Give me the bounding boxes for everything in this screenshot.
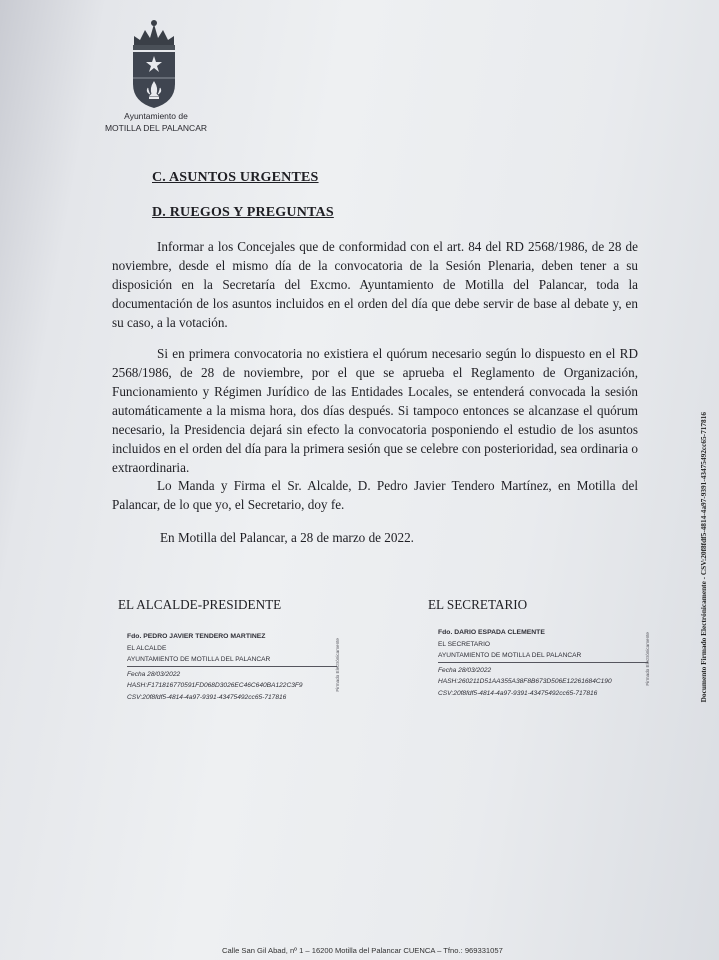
secretary-sign-date: Fecha 28/03/2022 [438,666,492,674]
secretary-signature-block [438,627,648,699]
section-c-title: C. ASUNTOS URGENTES [152,170,319,185]
mayor-signer-role: EL ALCALDE [127,644,167,652]
secretary-signer-org: AYUNTAMIENTO DE MOTILLA DEL PALANCAR [438,650,648,663]
secretary-sign-csv: CSV:20f8fdf5-4814-4a97-9391-43475492cc65-717816 [438,689,598,697]
mayor-sign-hash: HASH:F171816770591FD068D3026EC46C640BA122C3F9 [127,682,303,689]
page-footer-address: Calle San Gil Abad, nº 1 – 16200 Motilla del Palancar CUENCA – Tfno.: 969331057 [222,946,503,955]
council-line1: Ayuntamiento de [124,111,188,121]
paragraph-manda-firma: Lo Manda y Firma el Sr. Alcalde, D. Pedro Javier Tendero Martínez, en Motilla del Palancar, de lo que yo, el Secretario, doy fe. [112,478,638,512]
council-name [96,110,216,134]
paragraph-informar: Informar a los Concejales que de conformidad con el art. 84 del RD 2568/1986, de 28 de noviembre, desde el mismo día de la convocatoria de la Sesión Plenaria, deben tener a su disposición en la Secretaría del Excmo. Ayuntamiento de Motilla del Palancar, toda la documentación de los asuntos incluidos en el orden del día que debe servir de base al debate y, en su caso, a la votación. [112,239,638,330]
coat-of-arms-logo [128,18,180,110]
electronic-signature-side-code: Documento Firmado Electrónicamente - CSV:20f8fdf5-4814-4a97-9391-43475492cc65-717816 [699,412,708,703]
council-line2: MOTILLA DEL PALANCAR [104,123,208,133]
mayor-electronic-mark: Firmado Electrónicamente [335,638,340,692]
mayor-sign-csv: CSV:20f8fdf5-4814-4a97-9391-43475492cc65-717816 [127,693,287,701]
section-d-title: D. RUEGOS Y PREGUNTAS [152,205,334,220]
dateline: En Motilla del Palancar, a 28 de marzo de 2022. [160,530,414,545]
mayor-signer-name: Fdo. PEDRO JAVIER TENDERO MARTINEZ [127,633,266,640]
secretary-signer-role: EL SECRETARIO [438,640,491,648]
secretary-electronic-mark: Firmado Electrónicamente [645,632,650,686]
mayor-sign-date: Fecha 28/03/2022 [127,670,181,678]
mayor-signer-org: AYUNTAMIENTO DE MOTILLA DEL PALANCAR [127,654,337,667]
mayor-signature-title: EL ALCALDE-PRESIDENTE [118,597,282,612]
secretary-sign-hash: HASH:260211D51AA355A38F8B673D506E12261684C190 [438,678,612,685]
paragraph-quorum: Si en primera convocatoria no existiera el quórum necesario según lo dispuesto en el RD 2568/1986, de 28 de noviembre, por el que se aprueba el Reglamento de Organización, Funcionamiento y Régimen Jurídico de las Entidades Locales, se entenderá convocada la sesión automáticamente a la misma hora, dos días después. Si tampoco entonces se alcanzase el quórum necesario, la Presidencia dejará sin efecto la convocatoria posponiendo el estudio de los asuntos incluidos en el orden del día para la primera sesión que se celebre con posterioridad, sea ordinaria o extraordinaria. [112,346,638,475]
mayor-signature-block [127,631,337,703]
secretary-signer-name: Fdo. DARIO ESPADA CLEMENTE [438,629,545,636]
secretary-signature-title: EL SECRETARIO [428,597,528,612]
